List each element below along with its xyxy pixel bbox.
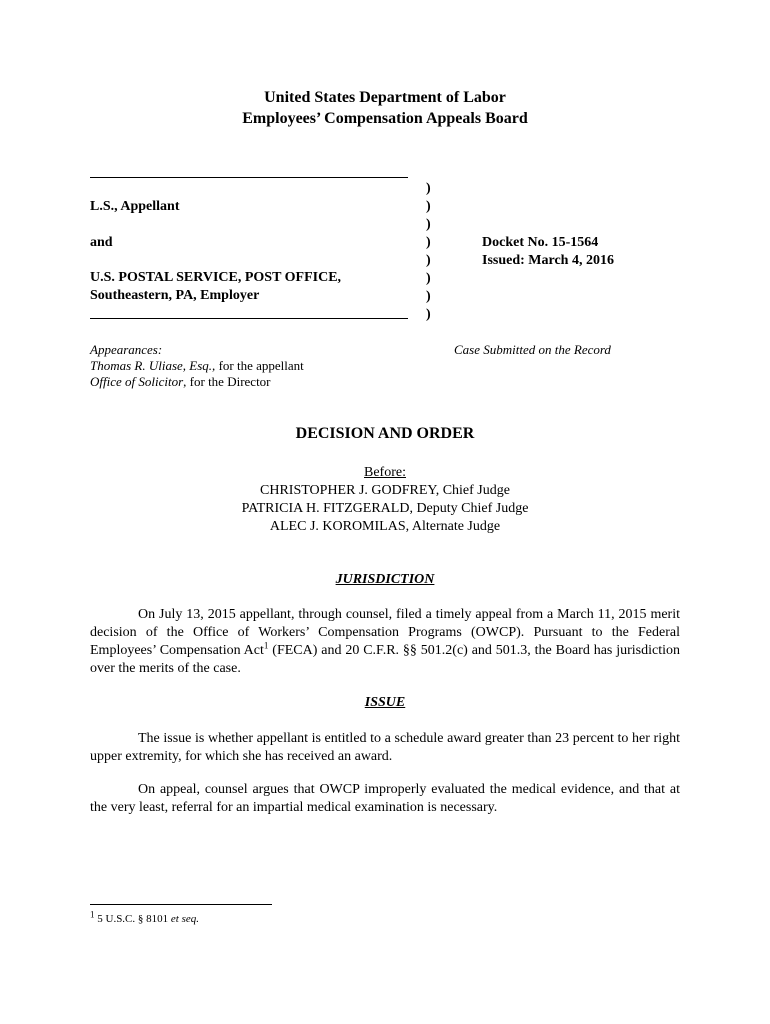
appearances-label: Appearances: — [90, 342, 163, 357]
caption-bottom-rule — [90, 318, 408, 319]
caption-paren: ) — [426, 307, 431, 322]
caption-paren: ) — [426, 289, 431, 304]
docket-block — [482, 234, 614, 270]
appellant-name: L.S., Appellant — [90, 199, 180, 214]
jurisdiction-paragraph — [90, 606, 680, 678]
footnote — [90, 909, 200, 926]
issue-paragraph-1 — [90, 730, 680, 766]
caption-top-rule — [90, 177, 408, 178]
caption-and: and — [90, 235, 113, 250]
footnote-text: 5 U.S.C. § 8101 — [97, 913, 171, 925]
docket-number: Docket No. 15-1564 — [482, 235, 599, 250]
footnote-text-italic: et seq. — [170, 913, 200, 925]
decision-title: DECISION AND ORDER — [295, 425, 475, 442]
caption-paren: ) — [426, 181, 431, 196]
issue-paragraph-2 — [90, 781, 680, 817]
caption-paren: ) — [426, 271, 431, 286]
judge-line: PATRICIA H. FITZGERALD, Deputy Chief Judge — [241, 501, 529, 516]
footnote-ref: 1 — [263, 640, 269, 651]
appellant-counsel-role: for the appellant — [215, 358, 304, 373]
caption-paren: ) — [426, 235, 431, 250]
issued-date: Issued: March 4, 2016 — [482, 253, 614, 268]
document-header — [0, 87, 770, 129]
jurisdiction-heading: JURISDICTION — [335, 572, 435, 587]
director-rep-name: Office of Solicitor — [90, 374, 184, 389]
appearances-block — [90, 342, 304, 390]
director-representative — [90, 374, 304, 390]
agency-name: United States Department of Labor — [264, 89, 506, 106]
caption-paren: ) — [426, 253, 431, 268]
caption-paren: ) — [426, 199, 431, 214]
jurisdiction-text-a: On July 13, 2015 appellant, through counsel, filed a timely appeal from a March 11, 2015 merit decision of the Office of Workers’ Compensation Programs (OWCP). Pursuant to the Federal Employees’ Compensation Act — [90, 607, 680, 658]
issue-heading: ISSUE — [364, 695, 406, 710]
before-label: Before: — [364, 465, 406, 480]
employer-line-1: U.S. POSTAL SERVICE, POST OFFICE, — [90, 270, 342, 285]
employer-line-2: Southeastern, PA, Employer — [90, 288, 260, 303]
case-submitted-note: Case Submitted on the Record — [454, 342, 611, 357]
caption-paren: ) — [426, 217, 431, 232]
footnote-rule — [90, 904, 272, 905]
appellant-counsel — [90, 358, 304, 374]
issue-text-1: The issue is whether appellant is entitled to a schedule award greater than 23 percent to her right upper extremity, for which she has received an award. — [90, 731, 680, 764]
appellant-counsel-name: Thomas R. Uliase, Esq., — [90, 358, 216, 373]
judge-line: ALEC J. KOROMILAS, Alternate Judge — [269, 519, 501, 534]
judge-line: CHRISTOPHER J. GODFREY, Chief Judge — [260, 483, 510, 498]
footnote-number: 1 — [90, 909, 95, 920]
director-rep-role: , for the Director — [183, 374, 271, 389]
panel-block — [0, 464, 770, 536]
jurisdiction-text-b: (FECA) and 20 C.F.R. §§ 501.2(c) and 501.3, the Board has jurisdiction over the merits of the case. — [90, 643, 681, 676]
caption-paren-column — [426, 180, 438, 324]
board-name: Employees’ Compensation Appeals Board — [242, 110, 528, 127]
issue-text-2: On appeal, counsel argues that OWCP improperly evaluated the medical evidence, and that at the very least, referral for an impartial medical examination is necessary. — [90, 782, 680, 815]
